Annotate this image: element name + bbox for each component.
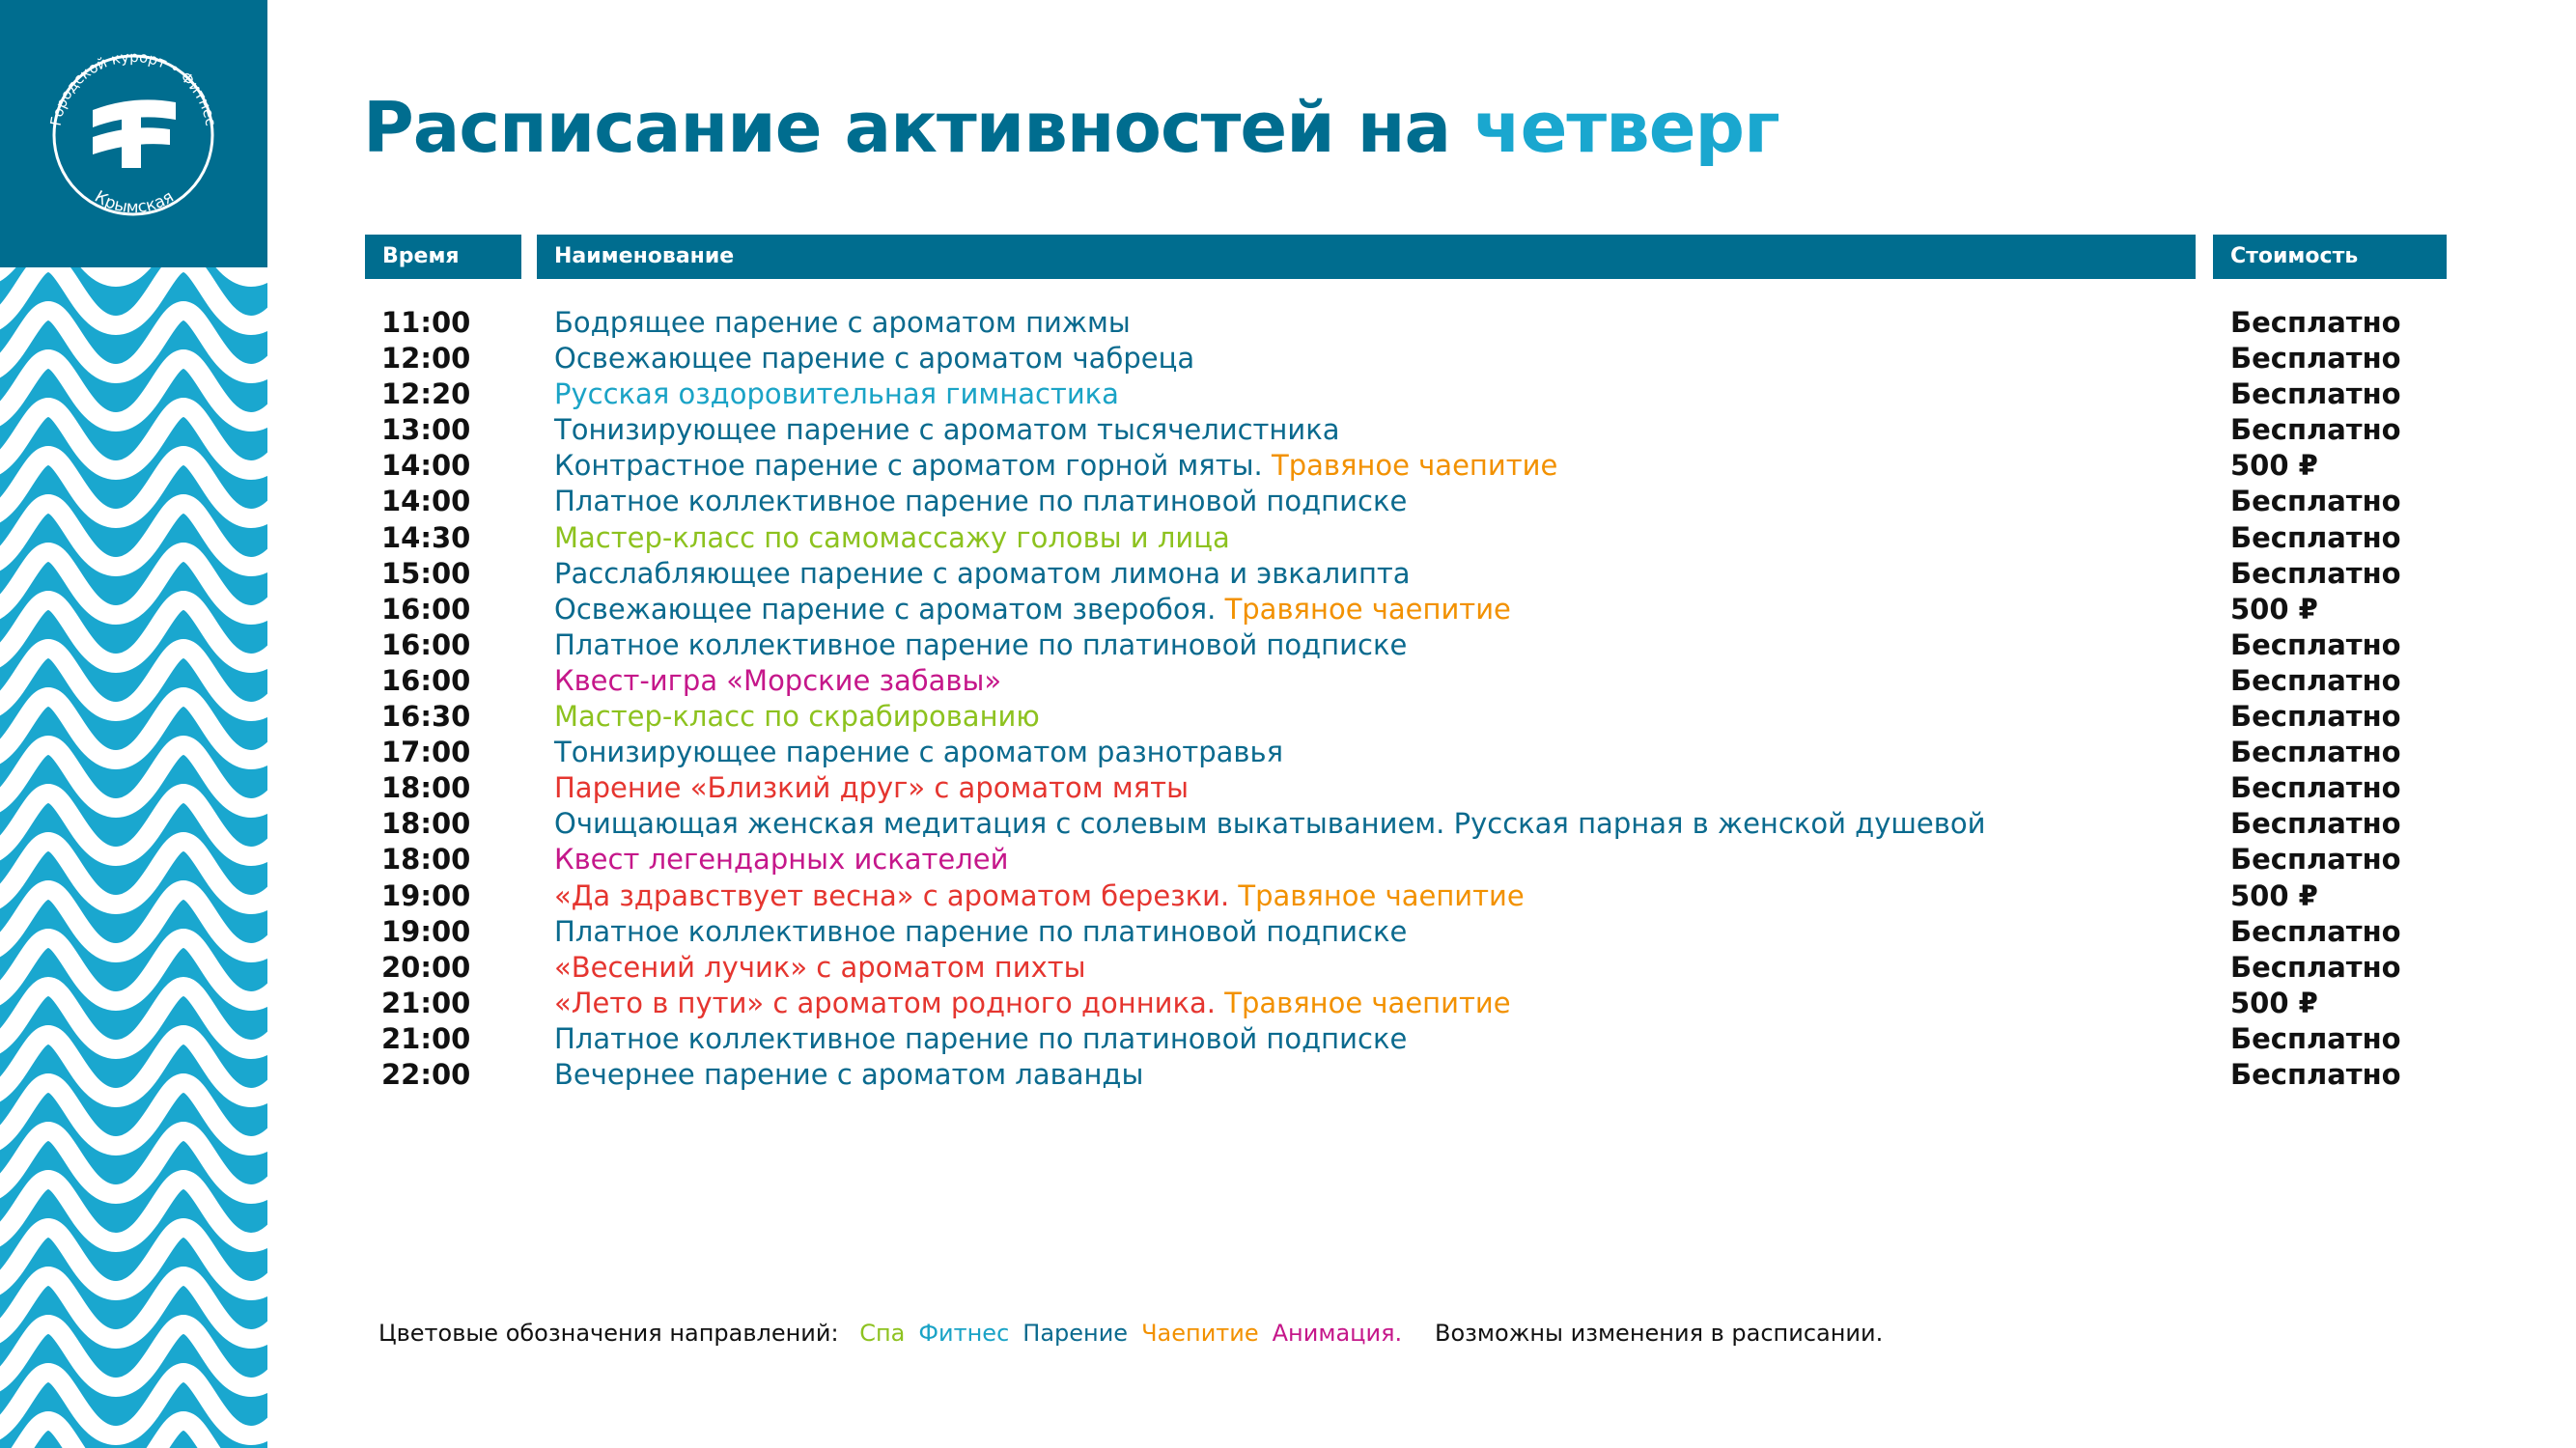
legend-item: Анимация. — [1272, 1320, 1403, 1347]
row-time: 11:00 — [381, 306, 471, 339]
row-activity — [554, 305, 1131, 341]
table-row — [0, 1057, 2576, 1093]
table-row — [0, 556, 2576, 592]
activity-text: «Да здравствует весна» с ароматом березки. — [554, 878, 1239, 912]
row-cost: Бесплатно — [2230, 627, 2401, 661]
activity-text: Русская оздоровительная гимнастика — [554, 377, 1119, 411]
row-time: 14:00 — [381, 485, 471, 518]
row-activity — [554, 1057, 1143, 1093]
row-activity — [554, 878, 1525, 914]
title-main: Расписание активностей на — [363, 87, 1451, 168]
row-time: 14:30 — [381, 520, 471, 554]
legend-label: Цветовые обозначения направлений: — [378, 1320, 839, 1347]
row-cost: Бесплатно — [2230, 950, 2401, 984]
row-time: 15:00 — [381, 556, 471, 590]
column-header-time: Время — [365, 235, 521, 279]
activity-text: Платное коллективное парение по платиновой подписке — [554, 914, 1408, 948]
title-day: четверг — [1473, 87, 1779, 168]
row-cost: Бесплатно — [2230, 843, 2401, 877]
activity-text: Травяное чаепитие — [1224, 986, 1511, 1019]
activity-text: Очищающая женская медитация с солевым выкатыванием. Русская парная в женской душевой — [554, 807, 1986, 841]
svg-text:Крымская — [91, 187, 177, 217]
row-activity — [554, 770, 1189, 806]
logo-ring-text-top: Городской курорт • Фитнес — [46, 47, 220, 127]
footer — [378, 1320, 1884, 1347]
column-header-cost: Стоимость — [2213, 235, 2447, 279]
row-activity — [554, 950, 1086, 986]
row-cost: Бесплатно — [2230, 342, 2401, 376]
row-time: 14:00 — [381, 449, 471, 483]
table-row — [0, 376, 2576, 412]
schedule-note: Возможны изменения в расписании. — [1435, 1320, 1884, 1347]
row-activity — [554, 556, 1411, 592]
table-row — [0, 699, 2576, 735]
row-cost: Бесплатно — [2230, 556, 2401, 590]
activity-text: Квест-игра «Морские забавы» — [554, 663, 1002, 697]
row-time: 22:00 — [381, 1057, 471, 1091]
row-activity — [554, 341, 1194, 376]
row-cost: Бесплатно — [2230, 377, 2401, 411]
activity-text: Травяное чаепитие — [1224, 592, 1511, 626]
activity-text: Платное коллективное парение по платиновой подписке — [554, 627, 1408, 661]
activity-text: Тонизирующее парение с ароматом тысячелистника — [554, 413, 1340, 447]
activity-text: Освежающее парение с ароматом зверобоя. — [554, 592, 1225, 626]
row-activity — [554, 592, 1511, 627]
activity-text: Мастер-класс по скрабированию — [554, 700, 1040, 734]
row-cost: Бесплатно — [2230, 485, 2401, 518]
logo — [0, 0, 267, 267]
column-header-name: Наименование — [537, 235, 2196, 279]
row-time: 18:00 — [381, 771, 471, 805]
row-time: 21:00 — [381, 986, 471, 1019]
row-time: 12:20 — [381, 377, 471, 411]
row-activity — [554, 842, 1009, 877]
row-time: 19:00 — [381, 914, 471, 948]
row-activity — [554, 699, 1040, 735]
row-cost: Бесплатно — [2230, 663, 2401, 697]
row-activity — [554, 986, 1511, 1021]
row-cost: 500 ₽ — [2230, 592, 2318, 626]
row-cost: 500 ₽ — [2230, 449, 2318, 483]
activity-text: Расслабляющее парение с ароматом лимона и эвкалипта — [554, 556, 1411, 590]
row-activity — [554, 484, 1407, 519]
row-activity — [554, 412, 1340, 448]
schedule-table — [0, 305, 2576, 1093]
resort-logo-icon — [0, 0, 267, 267]
legend-item: Фитнес — [918, 1320, 1010, 1347]
row-activity — [554, 448, 1557, 484]
logo-ring-text-bottom: Крымская — [91, 186, 178, 218]
table-row — [0, 627, 2576, 663]
activity-text: Бодрящее парение с ароматом пижмы — [554, 306, 1131, 339]
row-cost: 500 ₽ — [2230, 878, 2318, 912]
row-time: 19:00 — [381, 878, 471, 912]
table-row — [0, 735, 2576, 770]
activity-text: Освежающее парение с ароматом чабреца — [554, 342, 1195, 376]
row-time: 16:00 — [381, 663, 471, 697]
row-activity — [554, 735, 1283, 770]
row-time: 17:00 — [381, 736, 471, 769]
row-cost: Бесплатно — [2230, 306, 2401, 339]
legend-item: Спа — [859, 1320, 906, 1347]
activity-text: Мастер-класс по самомассажу головы и лица — [554, 520, 1230, 554]
table-row — [0, 484, 2576, 519]
row-cost: Бесплатно — [2230, 914, 2401, 948]
row-activity — [554, 520, 1230, 556]
activity-text: Травяное чаепитие — [1271, 449, 1558, 483]
row-cost: Бесплатно — [2230, 413, 2401, 447]
row-cost: 500 ₽ — [2230, 986, 2318, 1019]
row-time: 12:00 — [381, 342, 471, 376]
row-cost: Бесплатно — [2230, 700, 2401, 734]
table-row — [0, 878, 2576, 914]
activity-text: Платное коллективное парение по платиновой подписке — [554, 485, 1408, 518]
row-activity — [554, 627, 1407, 663]
row-activity — [554, 806, 1985, 842]
table-row — [0, 341, 2576, 376]
table-row — [0, 1021, 2576, 1057]
row-time: 20:00 — [381, 950, 471, 984]
table-row — [0, 842, 2576, 877]
table-row — [0, 448, 2576, 484]
row-time: 16:00 — [381, 627, 471, 661]
row-cost: Бесплатно — [2230, 771, 2401, 805]
row-activity — [554, 1021, 1407, 1057]
activity-text: Травяное чаепитие — [1238, 878, 1525, 912]
row-time: 18:00 — [381, 843, 471, 877]
activity-text: Вечернее парение с ароматом лаванды — [554, 1057, 1144, 1091]
activity-text: «Весений лучик» с ароматом пихты — [554, 950, 1086, 984]
row-cost: Бесплатно — [2230, 1057, 2401, 1091]
activity-text: Парение «Близкий друг» с ароматом мяты — [554, 771, 1189, 805]
row-activity — [554, 914, 1407, 950]
activity-text: Контрастное парение с ароматом горной мяты. — [554, 449, 1272, 483]
row-cost: Бесплатно — [2230, 520, 2401, 554]
legend-item: Парение — [1022, 1320, 1129, 1347]
activity-text: Квест легендарных искателей — [554, 843, 1009, 877]
activity-text: Тонизирующее парение с ароматом разнотравья — [554, 736, 1284, 769]
table-row — [0, 305, 2576, 341]
row-time: 16:00 — [381, 592, 471, 626]
table-row — [0, 592, 2576, 627]
row-activity — [554, 663, 1001, 699]
row-time: 18:00 — [381, 807, 471, 841]
table-row — [0, 950, 2576, 986]
table-row — [0, 663, 2576, 699]
table-row — [0, 914, 2576, 950]
table-row — [0, 986, 2576, 1021]
table-row — [0, 520, 2576, 556]
row-time: 21:00 — [381, 1021, 471, 1055]
table-row — [0, 806, 2576, 842]
activity-text: «Лето в пути» с ароматом родного донника. — [554, 986, 1225, 1019]
legend — [859, 1320, 1415, 1347]
table-row — [0, 770, 2576, 806]
table-row — [0, 412, 2576, 448]
legend-item: Чаепитие — [1141, 1320, 1259, 1347]
row-cost: Бесплатно — [2230, 1021, 2401, 1055]
row-cost: Бесплатно — [2230, 736, 2401, 769]
row-cost: Бесплатно — [2230, 807, 2401, 841]
activity-text: Платное коллективное парение по платиновой подписке — [554, 1021, 1408, 1055]
row-activity — [554, 376, 1119, 412]
row-time: 16:30 — [381, 700, 471, 734]
page-title — [363, 87, 1779, 168]
row-time: 13:00 — [381, 413, 471, 447]
